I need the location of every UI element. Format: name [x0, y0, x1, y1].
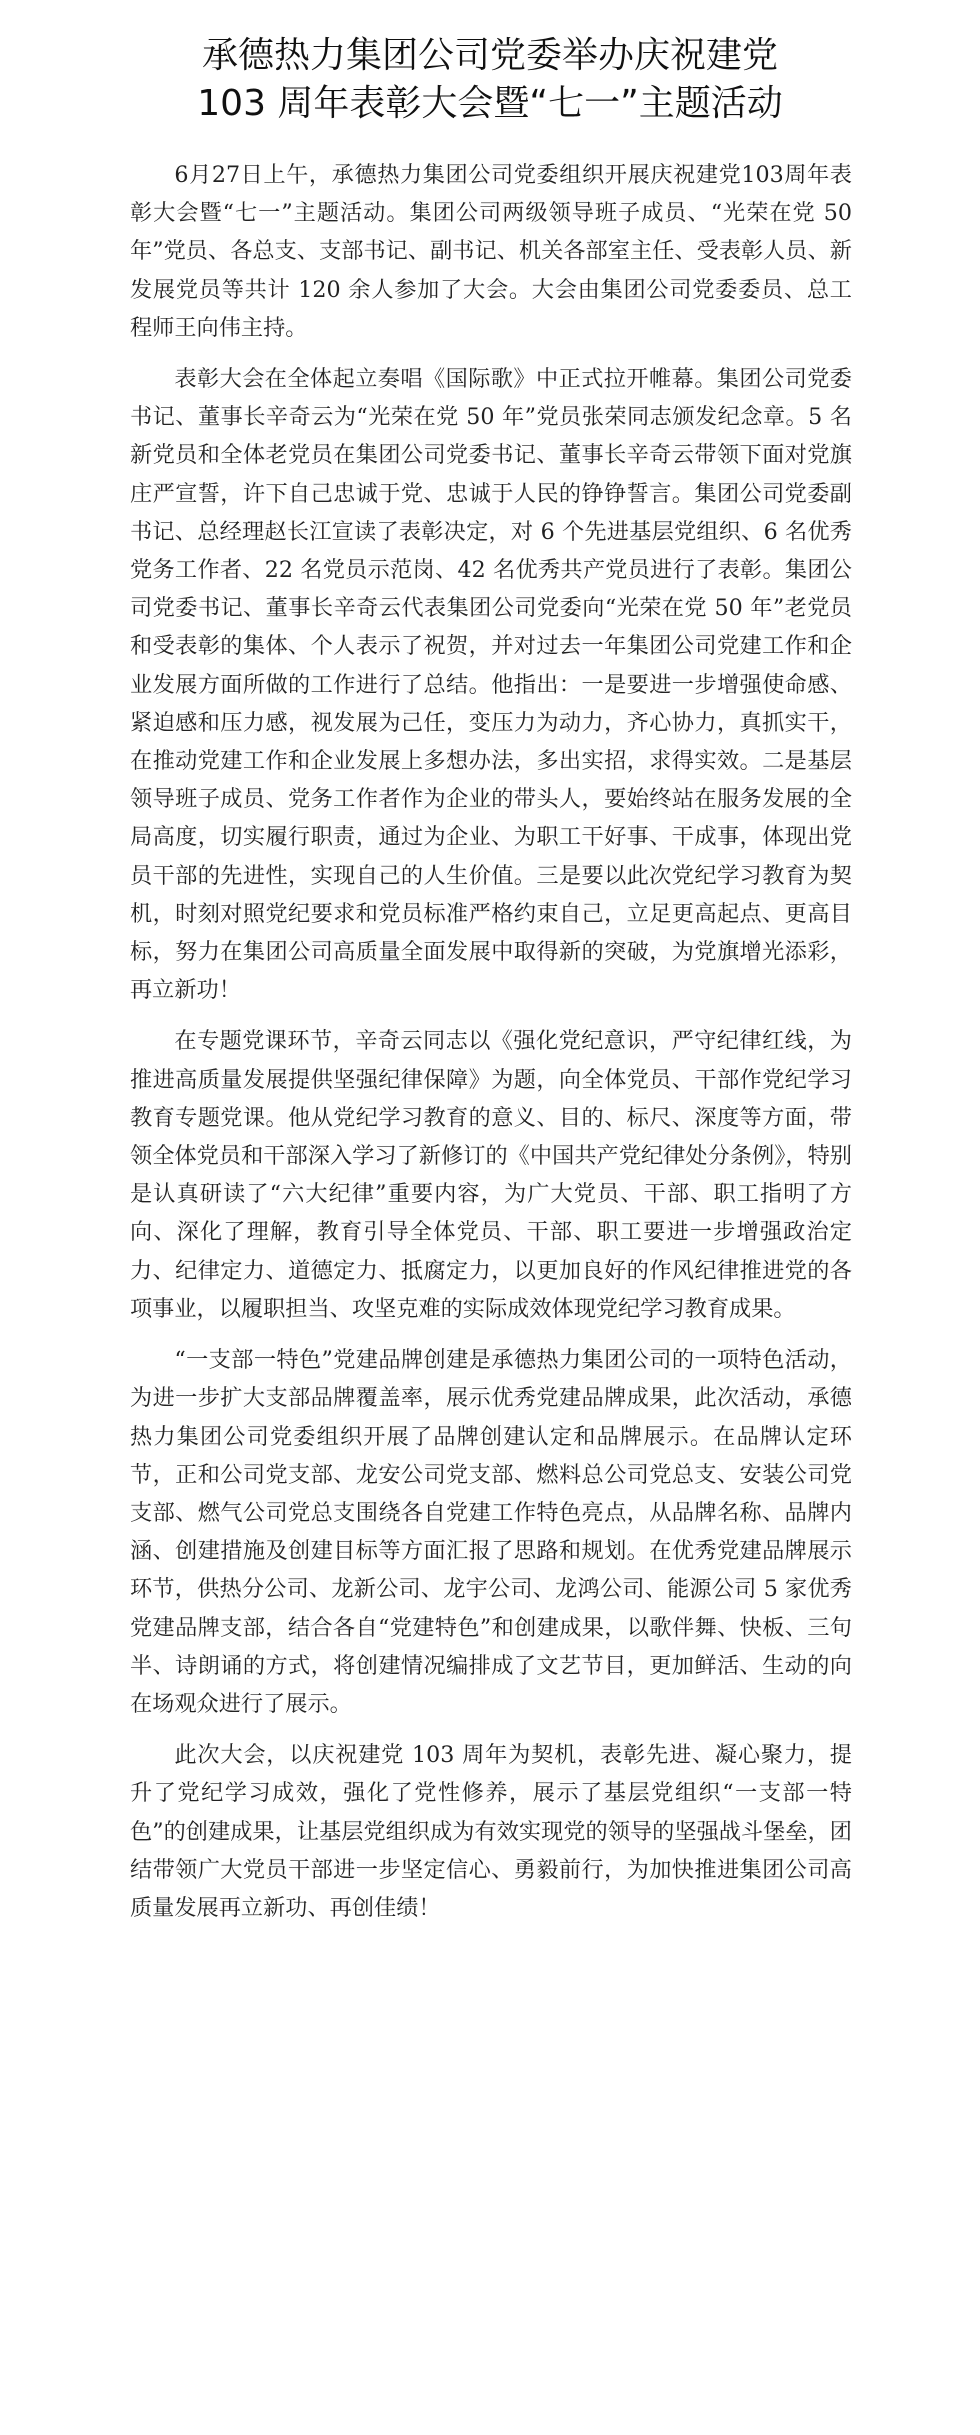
article-title — [0, 32, 980, 128]
paragraph-5: 此次大会，以庆祝建党 103 周年为契机，表彰先进、凝心聚力，提升了党纪学习成效，强化了党性修养，展示了基层党组织“一支部一特色”的创建成果，让基层党组织成为有效实现党的领导的坚强战斗堡垒，团结带领广大党员干部进一步坚定信心、勇毅前行，为加快推进集团公司高质量发展再立新功、再创佳绩！ — [130, 1742, 852, 1921]
paragraph-3: 在专题党课环节，辛奇云同志以《强化党纪意识，严守纪律红线，为推进高质量发展提供坚强纪律保障》为题，向全体党员、干部作党纪学习教育专题党课。他从党纪学习教育的意义、目的、标尺、深度等方面，带领全体党员和干部深入学习了新修订的《中国共产党纪律处分条例》，特别是认真研读了“六大纪律”重要内容，为广大党员、干部、职工指明了方向、深化了理解，教育引导全体党员、干部、职工要进一步增强政治定力、纪律定力、道德定力、抵腐定力，以更加良好的作风纪律推进党的各项事业，以履职担当、攻坚克难的实际成效体现党纪学习教育成果。 — [130, 1028, 852, 1322]
paragraph-2: 表彰大会在全体起立奏唱《国际歌》中正式拉开帷幕。集团公司党委书记、董事长辛奇云为“光荣在党 50 年”党员张荣同志颁发纪念章。5 名新党员和全体老党员在集团公司党委书记、董事长辛奇云带领下面对党旗庄严宣誓，许下自己忠诚于党、忠诚于人民的铮铮誓言。集团公司党委副书记、总经理赵长江宣读了表彰决定，对 6 个先进基层党组织、6 名优秀党务工作者、22 名党员示范岗、42 名优秀共产党员进行了表彰。集团公司党委书记、董事长辛奇云代表集团公司党委向“光荣在党 50 年”老党员和受表彰的集体、个人表示了祝贺，并对过去一年集团公司党建工作和企业发展方面所做的工作进行了总结。他指出：一是要进一步增强使命感、紧迫感和压力感，视发展为己任，变压力为动力，齐心协力，真抓实干，在推动党建工作和企业发展上多想办法，多出实招，求得实效。二是基层领导班子成员、党务工作者作为企业的带头人，要始终站在服务发展的全局高度，切实履行职责，通过为企业、为职工干好事、干成事，体现出党员干部的先进性，实现自己的人生价值。三是要以此次党纪学习教育为契机，时刻对照党纪要求和党员标准严格约束自己，立足更高起点、更高目标，努力在集团公司高质量全面发展中取得新的突破，为党旗增光添彩，再立新功！ — [130, 366, 852, 1004]
article-body — [130, 156, 852, 1940]
paragraph-4: “一支部一特色”党建品牌创建是承德热力集团公司的一项特色活动，为进一步扩大支部品牌覆盖率，展示优秀党建品牌成果，此次活动，承德热力集团公司党委组织开展了品牌创建认定和品牌展示。在品牌认定环节，正和公司党支部、龙安公司党支部、燃料总公司党总支、安装公司党支部、燃气公司党总支围绕各自党建工作特色亮点，从品牌名称、品牌内涵、创建措施及创建目标等方面汇报了思路和规划。在优秀党建品牌展示环节，供热分公司、龙新公司、龙宇公司、龙鸿公司、能源公司 5 家优秀党建品牌支部，结合各自“党建特色”和创建成果，以歌伴舞、快板、三句半、诗朗诵的方式，将创建情况编排成了文艺节目，更加鲜活、生动的向在场观众进行了展示。 — [130, 1347, 852, 1717]
paragraph-1: 6月27日上午，承德热力集团公司党委组织开展庆祝建党103周年表彰大会暨“七一”主题活动。集团公司两级领导班子成员、“光荣在党 50 年”党员、各总支、支部书记、副书记、机关各部室主任、受表彰人员、新发展党员等共计 120 余人参加了大会。大会由集团公司党委委员、总工程师王向伟主持。 — [130, 162, 852, 341]
title-line-1: 承德热力集团公司党委举办庆祝建党 — [201, 35, 778, 77]
title-line-2: 103 周年表彰大会暨“七一”主题活动 — [197, 83, 783, 125]
